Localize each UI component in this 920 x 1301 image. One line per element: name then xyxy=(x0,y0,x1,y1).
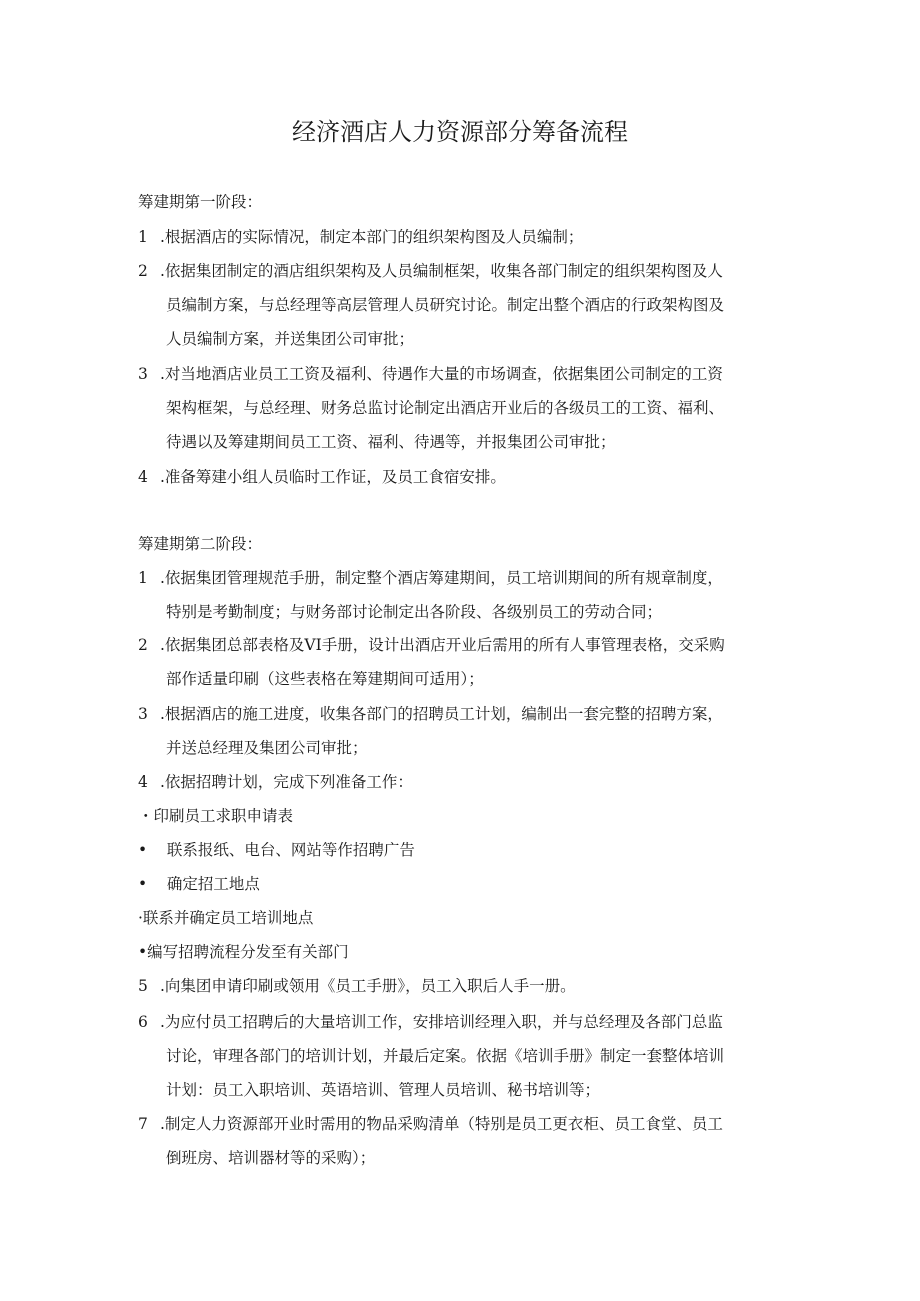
item-number: 1 xyxy=(138,569,148,587)
item-text: .依据集团制定的酒店组织架构及人员编制框架，收集各部门制定的组织架构图及人 xyxy=(160,262,723,280)
list-item xyxy=(138,974,798,998)
list-item xyxy=(138,702,798,726)
item-text-continued: 人员编制方案，并送集团公司审批； xyxy=(166,330,415,348)
item-text-continued: 部作适量印刷（这些表格在筹建期间可适用）； xyxy=(166,670,484,688)
item-text-continued: 并送总经理及集团公司审批； xyxy=(166,739,368,757)
item-number: 4 xyxy=(138,773,148,791)
item-number: 7 xyxy=(138,1115,148,1133)
item-text: .依据招聘计划，完成下列准备工作： xyxy=(160,773,413,791)
section-heading: 筹建期第二阶段： xyxy=(138,535,263,553)
item-text: .制定人力资源部开业时需用的物品采购清单（特别是员工更衣柜、员工食堂、员工 xyxy=(160,1115,723,1133)
list-item xyxy=(138,566,798,590)
list-item xyxy=(138,465,798,489)
item-text: .对当地酒店业员工工资及福利、待遇作大量的市场调查，依据集团公司制定的工资 xyxy=(160,365,723,383)
item-number: 3 xyxy=(138,365,148,383)
item-text: .依据集团管理规范手册，制定整个酒店筹建期间，员工培训期间的所有规章制度， xyxy=(160,569,723,587)
item-text: .为应付员工招聘后的大量培训工作，安排培训经理入职，并与总经理及各部门总监 xyxy=(160,1013,723,1031)
list-item xyxy=(138,1010,798,1034)
item-number: 1 xyxy=(138,228,148,246)
item-text-continued: 计划：员工入职培训、英语培训、管理人员培训、秘书培训等； xyxy=(166,1081,601,1099)
item-number: 3 xyxy=(138,705,148,723)
item-text: .依据集团总部表格及VI手册，设计出酒店开业后需用的所有人事管理表格，交采购 xyxy=(160,636,725,654)
item-text: .根据酒店的施工进度，收集各部门的招聘员工计划，编制出一套完整的招聘方案， xyxy=(160,705,723,723)
item-number: 2 xyxy=(138,636,148,654)
bullet-item: ・印刷员工求职申请表 xyxy=(138,807,294,825)
item-text-continued: 员编制方案，与总经理等高层管理人员研究讨论。制定出整个酒店的行政架构图及 xyxy=(166,296,725,314)
item-text-continued: 特别是考勤制度；与财务部讨论制定出各阶段、各级别员工的劳动合同； xyxy=(166,603,663,621)
bullet-item: • 联系报纸、电台、网站等作招聘广告 xyxy=(138,841,415,859)
bullet-item: •编写招聘流程分发至有关部门 xyxy=(138,943,349,961)
section-heading: 筹建期第一阶段： xyxy=(138,193,263,211)
item-text: .准备筹建小组人员临时工作证，及员工食宿安排。 xyxy=(160,468,506,486)
item-number: 4 xyxy=(138,468,148,486)
item-text-continued: 待遇以及筹建期间员工工资、福利、待遇等，并报集团公司审批； xyxy=(166,433,616,451)
item-text-continued: 倒班房、培训器材等的采购）； xyxy=(166,1149,376,1167)
list-item xyxy=(138,259,798,283)
bullet-item: ·联系并确定员工培训地点 xyxy=(138,909,314,927)
item-number: 6 xyxy=(138,1013,148,1031)
list-item xyxy=(138,225,798,249)
bullet-item: • 确定招工地点 xyxy=(138,875,260,893)
list-item xyxy=(138,1112,798,1136)
page-title: 经济酒店人力资源部分筹备流程 xyxy=(292,118,628,146)
item-text-continued: 架构框架，与总经理、财务总监讨论制定出酒店开业后的各级员工的工资、福利、 xyxy=(166,399,725,417)
list-item xyxy=(138,633,798,657)
item-text-continued: 讨论，审理各部门的培训计划，并最后定案。依据《培训手册》制定一套整体培训 xyxy=(166,1047,725,1065)
item-number: 2 xyxy=(138,262,148,280)
list-item xyxy=(138,770,798,794)
item-text: .向集团申请印刷或领用《员工手册》，员工入职后人手一册。 xyxy=(160,977,576,995)
item-text: .根据酒店的实际情况，制定本部门的组织架构图及人员编制； xyxy=(160,228,584,246)
list-item xyxy=(138,362,798,386)
item-number: 5 xyxy=(138,977,148,995)
